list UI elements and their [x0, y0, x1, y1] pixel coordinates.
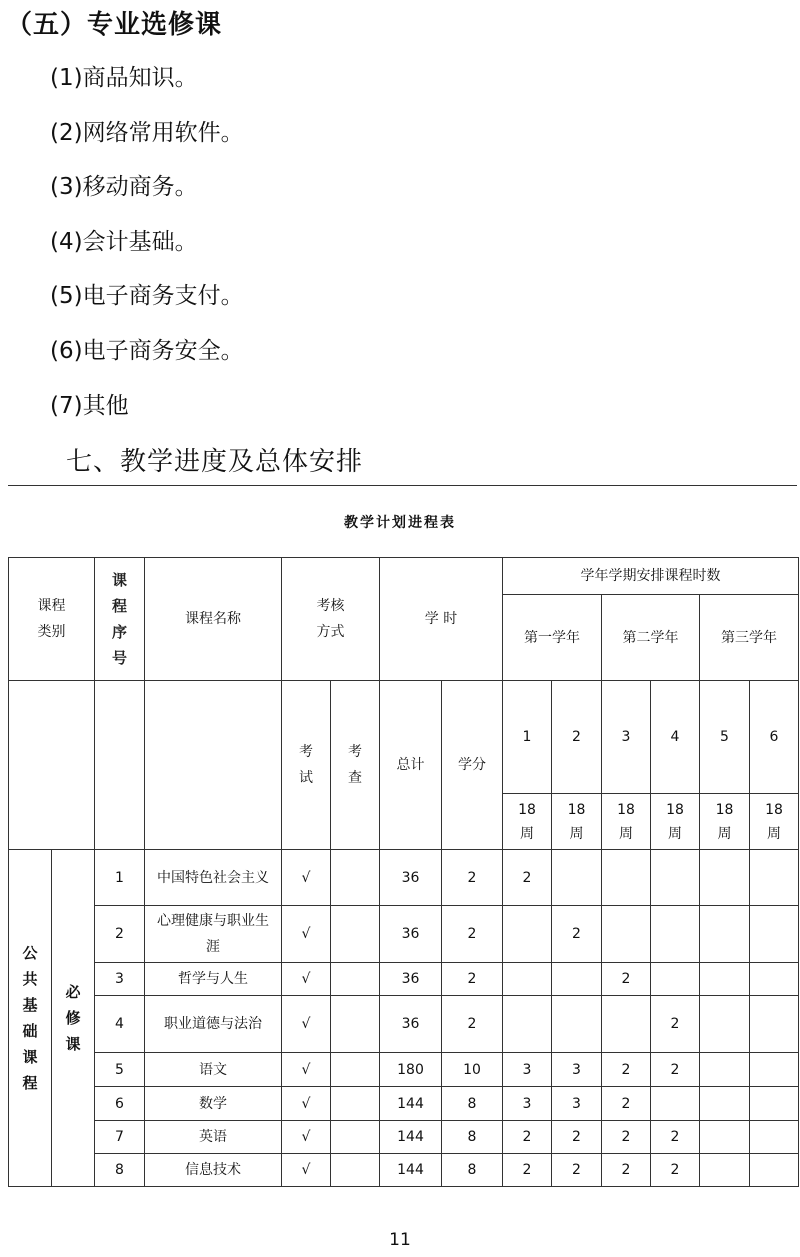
- semester-hours-cell: 2: [602, 1087, 651, 1121]
- table-row: [9, 1087, 799, 1121]
- semester-hours-cell: 3: [503, 1087, 552, 1121]
- check-cell: [331, 1154, 380, 1187]
- category-cell: 公共基础课程: [9, 850, 52, 1187]
- exam-cell: √: [282, 1053, 331, 1087]
- total-hours-cell: 180: [380, 1053, 442, 1087]
- semester-hours-cell: [700, 963, 750, 996]
- course-name-cell: 数学: [145, 1087, 282, 1121]
- semester-hours-cell: [700, 1121, 750, 1154]
- semester-hours-cell: [750, 906, 799, 963]
- seq-cell: 4: [95, 996, 145, 1053]
- exam-cell: √: [282, 906, 331, 963]
- semester-hours-cell: [651, 1087, 700, 1121]
- seq-cell: 5: [95, 1053, 145, 1087]
- table-row: [9, 906, 799, 963]
- semester-hours-cell: [503, 996, 552, 1053]
- header-credit: 学分: [442, 681, 503, 850]
- total-hours-cell: 144: [380, 1121, 442, 1154]
- semester-hours-cell: [503, 906, 552, 963]
- header-total: 总计: [380, 681, 442, 850]
- total-hours-cell: 36: [380, 850, 442, 906]
- header-exam: 考试: [282, 681, 331, 850]
- semester-hours-cell: [700, 1154, 750, 1187]
- list-item: (4)会计基础。: [50, 228, 198, 255]
- type-cell: 必修课: [52, 850, 95, 1187]
- credit-cell: 8: [442, 1087, 503, 1121]
- check-cell: [331, 850, 380, 906]
- semester-hours-cell: [651, 850, 700, 906]
- check-cell: [331, 1053, 380, 1087]
- semester-hours-cell: 2: [651, 996, 700, 1053]
- semester-hours-cell: [750, 963, 799, 996]
- semester-hours-cell: 2: [651, 1154, 700, 1187]
- semester-hours-cell: [651, 906, 700, 963]
- semester-hours-cell: [700, 850, 750, 906]
- header-name: 课程名称: [145, 558, 282, 681]
- semester-hours-cell: 2: [651, 1121, 700, 1154]
- header-hours: 学 时: [380, 558, 503, 681]
- credit-cell: 2: [442, 906, 503, 963]
- list-item: (5)电子商务支付。: [50, 283, 244, 310]
- semester-hours-cell: [750, 1121, 799, 1154]
- semester-hours-cell: 2: [552, 906, 602, 963]
- semester-hours-cell: 3: [503, 1053, 552, 1087]
- empty-cell: [145, 681, 282, 850]
- list-item: (6)电子商务安全。: [50, 337, 244, 364]
- credit-cell: 2: [442, 963, 503, 996]
- semester-hours-cell: [700, 996, 750, 1053]
- course-name-cell: 中国特色社会主义: [145, 850, 282, 906]
- seq-cell: 7: [95, 1121, 145, 1154]
- seq-cell: 1: [95, 850, 145, 906]
- header-year2: 第二学年: [602, 595, 700, 681]
- semester-hours-cell: 2: [503, 850, 552, 906]
- table-row: [9, 963, 799, 996]
- semester-hours-cell: [552, 996, 602, 1053]
- header-seq: 课程序号: [95, 558, 145, 681]
- check-cell: [331, 996, 380, 1053]
- semester-hours-cell: 2: [552, 1154, 602, 1187]
- semester-hours-cell: [750, 1154, 799, 1187]
- semester-hours-cell: [552, 850, 602, 906]
- exam-cell: √: [282, 1087, 331, 1121]
- semester-hours-cell: 2: [602, 963, 651, 996]
- exam-cell: √: [282, 1121, 331, 1154]
- table-row: [9, 1154, 799, 1187]
- credit-cell: 8: [442, 1121, 503, 1154]
- semester-hours-cell: 2: [602, 1053, 651, 1087]
- header-sem3: 3: [602, 681, 651, 794]
- total-hours-cell: 144: [380, 1154, 442, 1187]
- total-hours-cell: 144: [380, 1087, 442, 1121]
- semester-hours-cell: [602, 996, 651, 1053]
- list-item: (2)网络常用软件。: [50, 119, 244, 146]
- header-sem4: 4: [651, 681, 700, 794]
- semester-hours-cell: 2: [503, 1154, 552, 1187]
- header-week5: 18周: [700, 794, 750, 850]
- credit-cell: 10: [442, 1053, 503, 1087]
- semester-hours-cell: [700, 1053, 750, 1087]
- seq-cell: 8: [95, 1154, 145, 1187]
- semester-hours-cell: 2: [552, 1121, 602, 1154]
- course-name-cell: 英语: [145, 1121, 282, 1154]
- divider: [8, 485, 797, 486]
- check-cell: [331, 906, 380, 963]
- table-row: [9, 1121, 799, 1154]
- table-row: [9, 996, 799, 1053]
- semester-hours-cell: [552, 963, 602, 996]
- seq-cell: 2: [95, 906, 145, 963]
- header-sem5: 5: [700, 681, 750, 794]
- header-sem1: 1: [503, 681, 552, 794]
- credit-cell: 2: [442, 850, 503, 906]
- header-sem6: 6: [750, 681, 799, 794]
- header-check: 考查: [331, 681, 380, 850]
- course-name-cell: 心理健康与职业生涯: [145, 906, 282, 963]
- teaching-plan-table: [8, 557, 799, 1187]
- semester-hours-cell: [700, 906, 750, 963]
- table-row: [9, 1053, 799, 1087]
- semester-hours-cell: 2: [503, 1121, 552, 1154]
- list-item: (3)移动商务。: [50, 174, 198, 201]
- empty-cell: [95, 681, 145, 850]
- course-name-cell: 哲学与人生: [145, 963, 282, 996]
- exam-cell: √: [282, 850, 331, 906]
- semester-hours-cell: [750, 1053, 799, 1087]
- semester-hours-cell: [750, 996, 799, 1053]
- semester-hours-cell: [700, 1087, 750, 1121]
- page-number: 11: [389, 1230, 411, 1250]
- seq-cell: 6: [95, 1087, 145, 1121]
- seq-cell: 3: [95, 963, 145, 996]
- header-week6: 18周: [750, 794, 799, 850]
- semester-hours-cell: 2: [602, 1121, 651, 1154]
- elective-list: [50, 58, 244, 440]
- header-year1: 第一学年: [503, 595, 602, 681]
- header-schedule: 学年学期安排课程时数: [503, 558, 799, 595]
- header-year3: 第三学年: [700, 595, 799, 681]
- total-hours-cell: 36: [380, 906, 442, 963]
- total-hours-cell: 36: [380, 996, 442, 1053]
- semester-hours-cell: [602, 850, 651, 906]
- semester-hours-cell: [750, 1087, 799, 1121]
- semester-hours-cell: 3: [552, 1087, 602, 1121]
- section7-title: 七、教学进度及总体安排: [66, 447, 364, 477]
- header-category: 课程类别: [9, 558, 95, 681]
- exam-cell: √: [282, 1154, 331, 1187]
- course-name-cell: 职业道德与法治: [145, 996, 282, 1053]
- total-hours-cell: 36: [380, 963, 442, 996]
- exam-cell: √: [282, 963, 331, 996]
- table-title: 教学计划进程表: [344, 515, 456, 531]
- course-name-cell: 语文: [145, 1053, 282, 1087]
- semester-hours-cell: 2: [602, 1154, 651, 1187]
- credit-cell: 2: [442, 996, 503, 1053]
- semester-hours-cell: 3: [552, 1053, 602, 1087]
- semester-hours-cell: [503, 963, 552, 996]
- empty-cell: [9, 681, 95, 850]
- check-cell: [331, 1121, 380, 1154]
- credit-cell: 8: [442, 1154, 503, 1187]
- header-week4: 18周: [651, 794, 700, 850]
- header-week2: 18周: [552, 794, 602, 850]
- header-week3: 18周: [602, 794, 651, 850]
- header-sem2: 2: [552, 681, 602, 794]
- semester-hours-cell: [651, 963, 700, 996]
- semester-hours-cell: 2: [651, 1053, 700, 1087]
- semester-hours-cell: [750, 850, 799, 906]
- header-assess: 考核方式: [282, 558, 380, 681]
- header-week1: 18周: [503, 794, 552, 850]
- exam-cell: √: [282, 996, 331, 1053]
- check-cell: [331, 963, 380, 996]
- table-row: [9, 850, 799, 906]
- semester-hours-cell: [602, 906, 651, 963]
- list-item: (1)商品知识。: [50, 65, 198, 91]
- check-cell: [331, 1087, 380, 1121]
- section5-title: （五）专业选修课: [6, 10, 223, 40]
- list-item: (7)其他: [50, 392, 129, 419]
- course-name-cell: 信息技术: [145, 1154, 282, 1187]
